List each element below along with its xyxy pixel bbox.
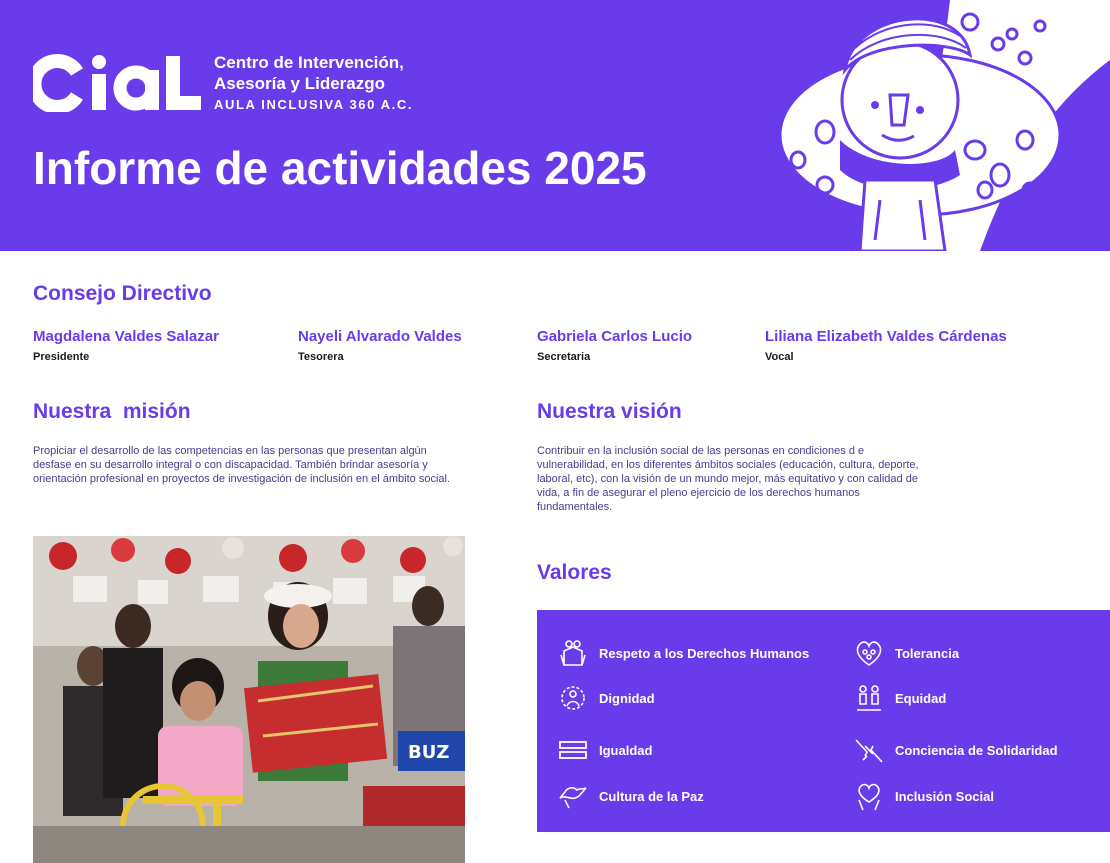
dove-icon [557, 780, 589, 812]
heart-people-icon [853, 637, 885, 669]
value-item [557, 780, 704, 812]
board-member [765, 328, 1007, 363]
value-label: Tolerancia [895, 645, 960, 661]
member-name: Magdalena Valdes Salazar [33, 328, 219, 345]
people-balance-icon [853, 682, 885, 714]
heart-hands-icon [853, 780, 885, 812]
photo-sign-text: BUZ [408, 742, 450, 763]
org-name-line2: Asesoría y Liderazgo [214, 74, 386, 93]
value-label: Conciencia de Solidaridad [895, 742, 1058, 758]
cial-logo [33, 54, 203, 112]
equal-icon [557, 734, 589, 766]
gear-person-icon [557, 682, 589, 714]
org-name [214, 52, 404, 94]
board-title: Consejo Directivo [33, 282, 212, 305]
org-name-line1: Centro de Intervención, [214, 53, 404, 72]
value-label: Dignidad [599, 690, 655, 706]
value-label: Inclusión Social [895, 788, 994, 804]
helping-hands-icon [853, 734, 885, 766]
values-panel [537, 610, 1110, 832]
mission-text: Propiciar el desarrollo de las competencias en las personas que presentan algún desfase en su desarrollo integral o con discapacidad. También brindar asesoría y orientación profesional en proyectos de investigación de inclusión en el ámbito social. [33, 445, 451, 485]
event-photo [33, 536, 465, 863]
vision-title: Nuestra visión [537, 400, 682, 423]
value-item [557, 734, 652, 766]
value-item [853, 734, 1058, 766]
hands-people-icon [557, 637, 589, 669]
member-name: Liliana Elizabeth Valdes Cárdenas [765, 328, 1007, 345]
header-banner [0, 0, 1110, 251]
mascot-illustration [770, 0, 1110, 251]
value-item [853, 637, 959, 669]
value-item [853, 682, 946, 714]
value-item [557, 682, 655, 714]
board-member [298, 328, 462, 363]
value-label: Respeto a los Derechos Humanos [599, 645, 810, 661]
value-item [853, 780, 994, 812]
member-role: Tesorera [298, 351, 344, 363]
vision-text: Contribuir en la inclusión social de las personas en condiciones d e vulnerabilidad, en los diferentes ámbitos sociales (educación, cultura, deporte, laboral, etc), con la visión de un mundo mejor, más equitativo y con calidad de vida, a fin de asegurar el pleno ejercicio de los derechos humanos fundamentales. [537, 445, 919, 513]
report-title: Informe de actividades 2025 [33, 142, 647, 194]
member-role: Secretaria [537, 351, 591, 363]
value-label: Equidad [895, 690, 947, 706]
value-label: Cultura de la Paz [599, 788, 704, 804]
value-item [557, 637, 809, 669]
values-title: Valores [537, 561, 612, 584]
member-name: Gabriela Carlos Lucio [537, 328, 693, 345]
board-member [33, 328, 219, 363]
org-subtitle: AULA INCLUSIVA 360 A.C. [214, 97, 414, 112]
board-member [537, 328, 692, 363]
member-role: Presidente [33, 351, 90, 363]
mission-title: Nuestra misión [33, 400, 191, 423]
member-name: Nayeli Alvarado Valdes [298, 328, 462, 345]
member-role: Vocal [765, 351, 794, 363]
value-label: Igualdad [599, 742, 653, 758]
